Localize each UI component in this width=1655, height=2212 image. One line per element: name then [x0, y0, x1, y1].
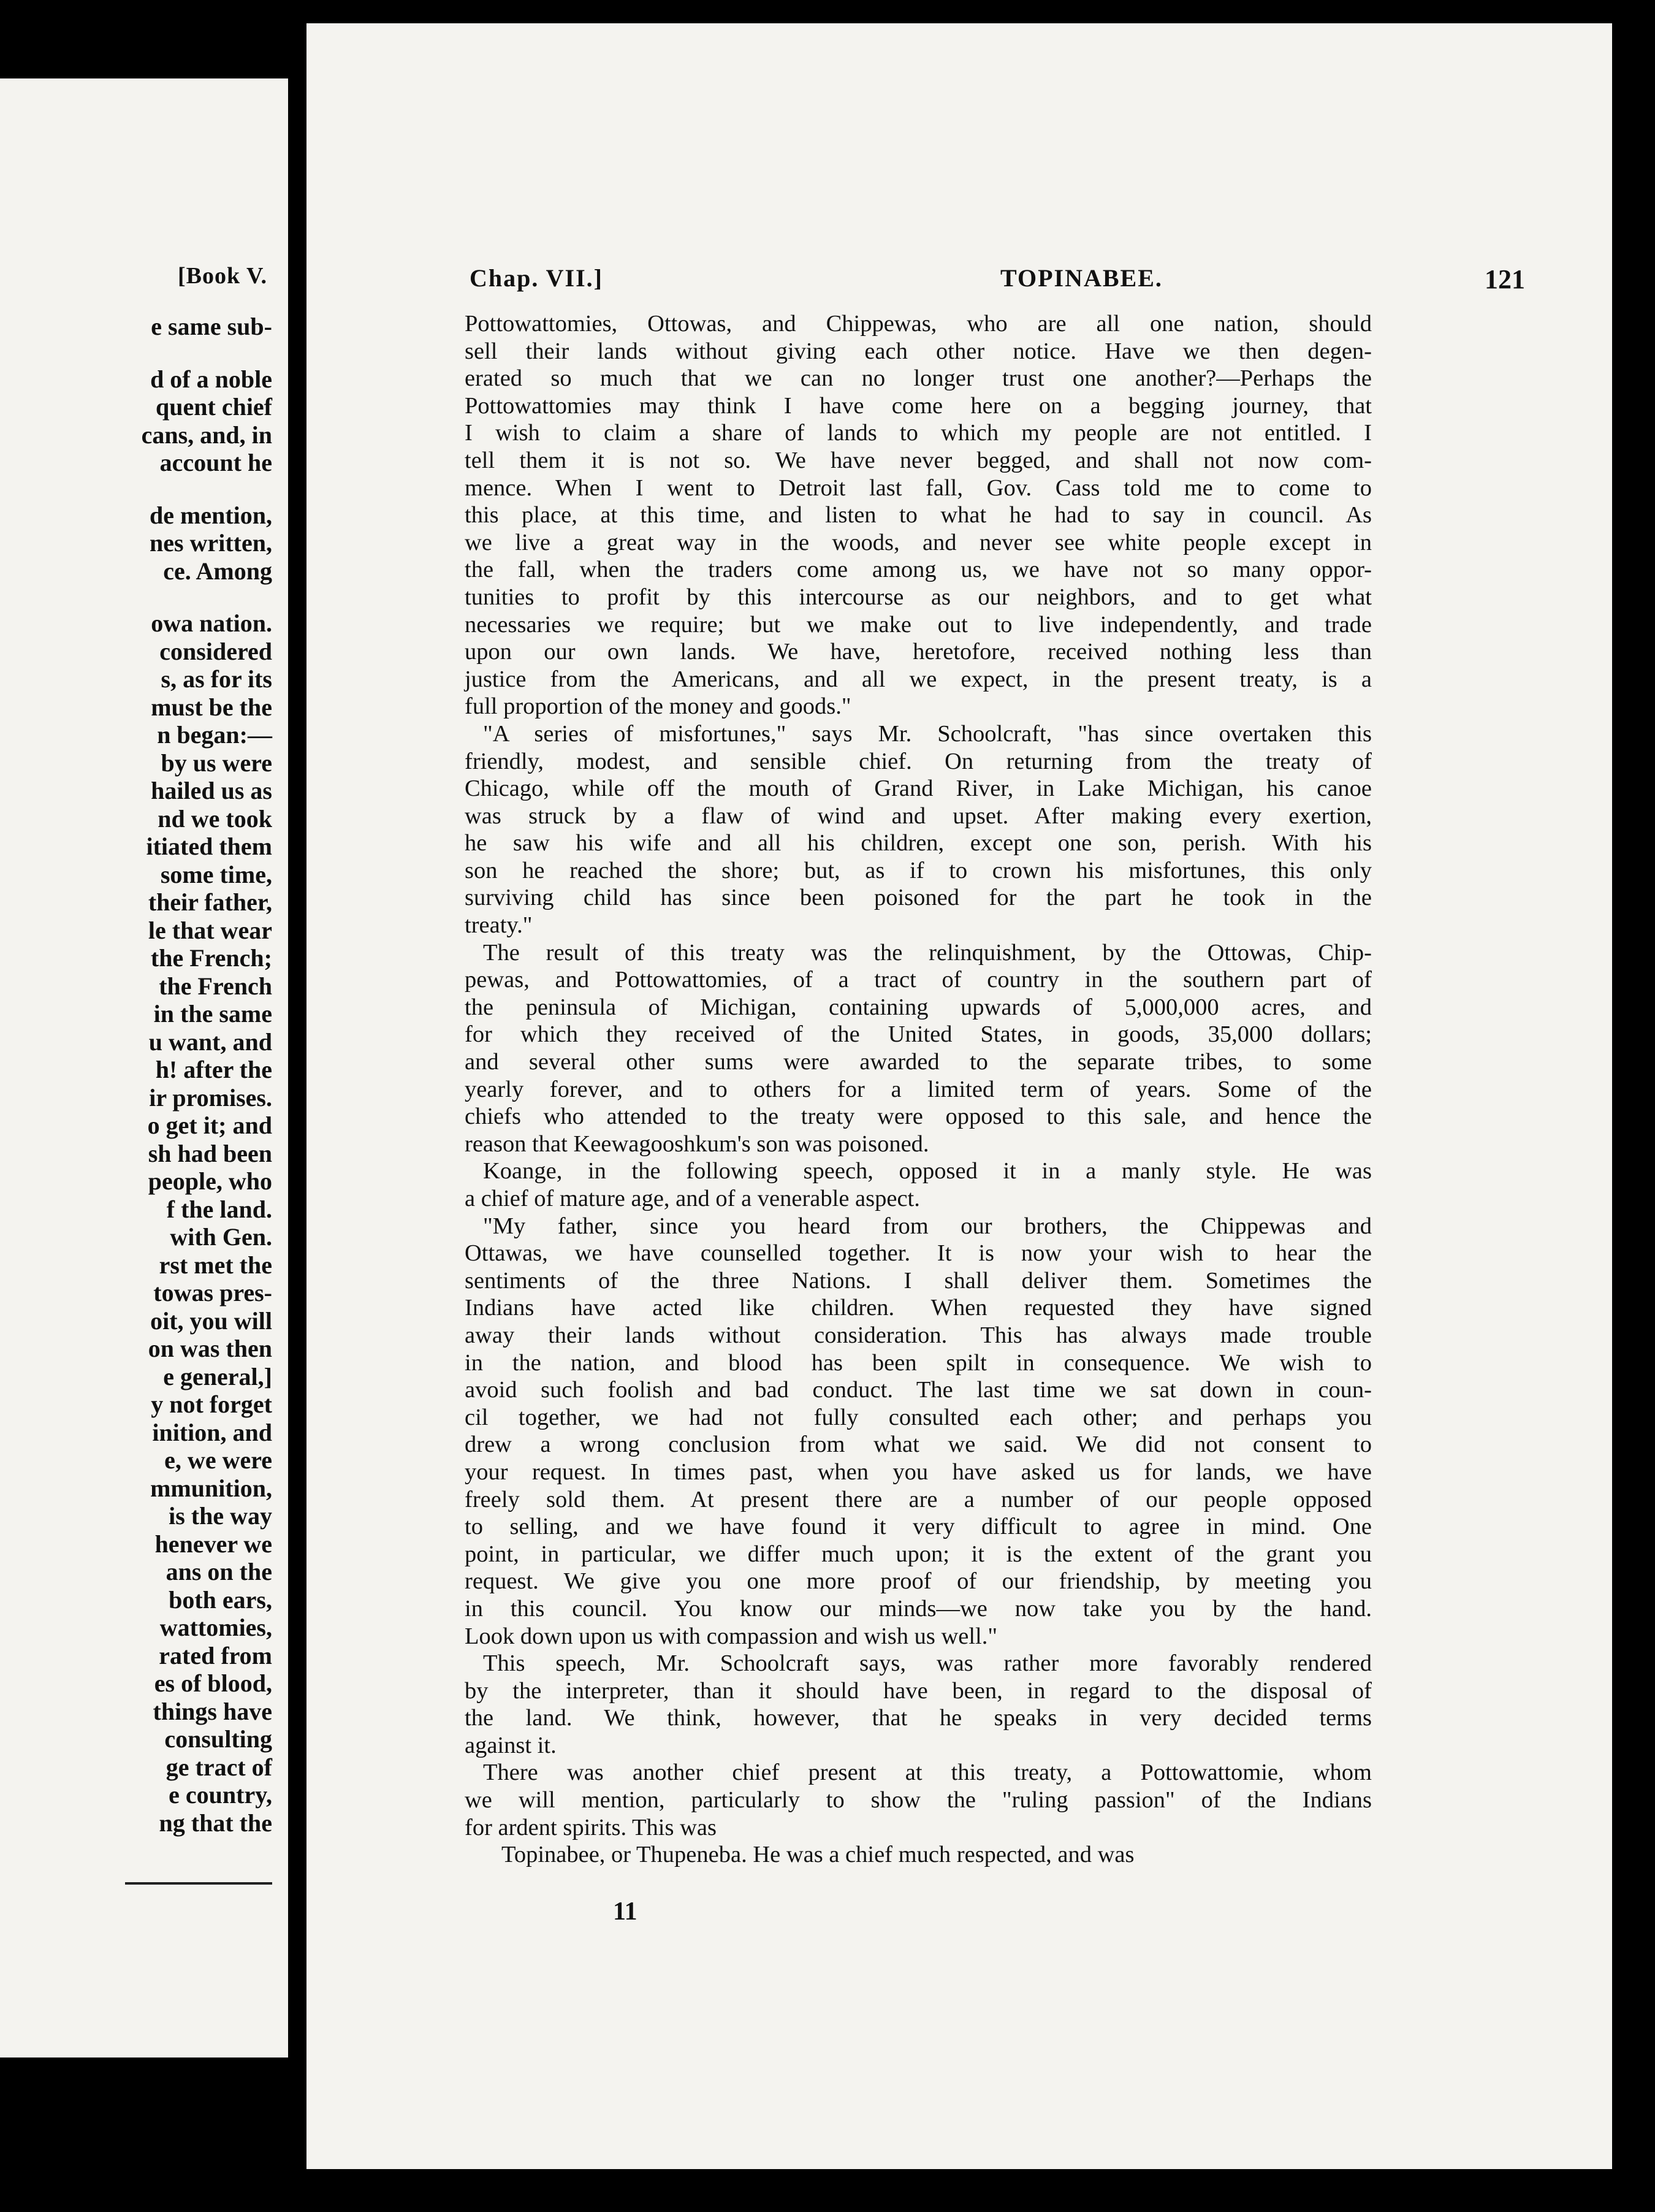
page-title: TOPINABEE.: [1000, 264, 1163, 292]
left-text-line: in the same: [153, 1000, 272, 1028]
left-text-line: e general,]: [163, 1362, 272, 1390]
text-line: sell their lands without giving each other notice. Have we then degen-: [465, 338, 1372, 364]
left-text-line: s, as for its: [161, 665, 272, 693]
text-line: against it.: [465, 1732, 557, 1758]
left-text-line: hailed us as: [151, 777, 272, 804]
left-text-line: ans on the: [166, 1558, 272, 1585]
text-line: Pottowattomies, Ottowas, and Chippewas, who are all one nation, should: [465, 311, 1372, 337]
text-line: the fall, when the traders come among us, we have not so many oppor-: [465, 557, 1372, 583]
text-line: your request. In times past, when you have asked us for lands, we have: [465, 1459, 1372, 1485]
text-line: There was another chief present at this treaty, a Pottowattomie, whom: [483, 1760, 1372, 1786]
text-line: erated so much that we can no longer trust one another?—Perhaps the: [465, 365, 1372, 392]
left-text-line: es of blood,: [154, 1669, 272, 1697]
left-text-line: n began:—: [157, 721, 272, 749]
text-line: Chicago, while off the mouth of Grand River, in Lake Michigan, his canoe: [465, 776, 1372, 802]
left-text-line: with Gen.: [170, 1223, 272, 1251]
left-page-text: [0, 313, 272, 1837]
text-line: chiefs who attended to the treaty were opposed to this sale, and hence the: [465, 1104, 1372, 1130]
text-line: reason that Keewagooshkum's son was poisoned.: [465, 1131, 929, 1157]
text-line: "My father, since you heard from our brothers, the Chippewas and: [483, 1213, 1372, 1239]
text-line: necessaries we require; but we make out to live independently, and trade: [465, 611, 1372, 638]
footnote-rule: [125, 1882, 272, 1885]
left-text-line: nes written,: [150, 529, 272, 557]
page-number: 121: [1485, 264, 1525, 294]
left-text-line: de mention,: [150, 501, 272, 529]
text-line: this place, at this time, and listen to what he had to say in council. As: [465, 502, 1372, 528]
text-line: Look down upon us with compassion and wish us well.": [465, 1623, 998, 1649]
left-text-line: rated from: [159, 1641, 272, 1669]
text-line: cil together, we had not fully consulted each other; and perhaps you: [465, 1404, 1372, 1430]
left-text-line: nd we took: [158, 804, 272, 833]
left-text-line: henever we: [154, 1530, 272, 1558]
text-line: he saw his wife and all his children, except one son, perish. With his: [465, 830, 1372, 856]
left-text-line: consulting: [164, 1725, 272, 1753]
left-text-line: e, we were: [164, 1446, 272, 1474]
left-text-line: y not forget: [151, 1390, 272, 1418]
text-line: This speech, Mr. Schoolcraft says, was rather more favorably rendered: [483, 1650, 1372, 1677]
signature-mark: 11: [613, 1897, 637, 1926]
right-page: [306, 23, 1612, 2169]
text-line: full proportion of the money and goods.": [465, 693, 851, 720]
left-text-line: e same sub-: [151, 313, 272, 340]
text-line: request. We give you one more proof of our friendship, by meeting you: [465, 1568, 1372, 1595]
left-text-line: rst met the: [159, 1251, 272, 1279]
text-line: the peninsula of Michigan, containing upwards of 5,000,000 acres, and: [465, 994, 1372, 1020]
left-text-line: things have: [153, 1697, 272, 1725]
left-text-line: sh had been: [148, 1139, 272, 1167]
text-line: freely sold them. At present there are a number of our people opposed: [465, 1486, 1372, 1512]
left-text-line: ir promises.: [149, 1083, 272, 1112]
text-line: The result of this treaty was the relinquishment, by the Ottowas, Chip-: [483, 939, 1372, 966]
text-line: Pottowattomies may think I have come here on a begging journey, that: [465, 392, 1372, 419]
text-line: away their lands without consideration. This has always made trouble: [465, 1322, 1372, 1348]
text-line: pewas, and Pottowattomies, of a tract of country in the southern part of: [465, 967, 1372, 993]
text-line: a chief of mature age, and of a venerable aspect.: [465, 1186, 920, 1211]
text-line: Ottawas, we have counselled together. It is now your wish to hear the: [465, 1240, 1372, 1267]
left-running-head: [Book V.: [178, 263, 267, 289]
left-text-line: wattomies,: [159, 1614, 272, 1641]
text-line: tunities to profit by this intercourse as our neighbors, and to get what: [465, 584, 1372, 610]
left-text-line: people, who: [148, 1167, 272, 1195]
text-line: sentiments of the three Nations. I shall deliver them. Sometimes the: [465, 1267, 1372, 1294]
left-text-line: inition, and: [152, 1418, 272, 1446]
left-text-line: must be the: [151, 693, 272, 721]
text-line: I wish to claim a share of lands to which my people are not entitled. I: [465, 420, 1372, 446]
left-text-line: d of a noble: [150, 365, 272, 393]
text-line: and several other sums were awarded to the separate tribes, to some: [465, 1049, 1372, 1075]
text-line: tell them it is not so. We have never begged, and shall not now com-: [465, 447, 1372, 473]
text-line: by the interpreter, than it should have been, in regard to the disposal of: [465, 1677, 1372, 1704]
left-text-line: owa nation.: [151, 609, 272, 637]
left-text-line: u want, and: [148, 1028, 272, 1056]
body-text: [465, 310, 1372, 1869]
text-line: to selling, and we have found it very difficult to agree in mind. One: [465, 1514, 1372, 1540]
left-text-line: le that wear: [148, 916, 272, 944]
text-line: "A series of misfortunes," says Mr. Schoolcraft, "has since overtaken this: [483, 720, 1372, 747]
left-text-line: ge tract of: [166, 1753, 272, 1781]
text-line: the land. We think, however, that he speaks in very decided terms: [465, 1705, 1372, 1731]
left-text-line: ng that the: [159, 1809, 272, 1837]
text-line: was struck by a flaw of wind and upset. After making every exertion,: [465, 803, 1372, 829]
left-text-line: cans, and, in: [141, 421, 272, 449]
text-line: Indians have acted like children. When requested they have signed: [465, 1295, 1372, 1321]
text-line: upon our own lands. We have, heretofore, received nothing less than: [465, 639, 1372, 665]
running-head: [470, 264, 1612, 300]
text-line: we will mention, particularly to show the "ruling passion" of the Indians: [465, 1787, 1372, 1813]
left-text-line: is the way: [169, 1502, 272, 1530]
text-line: point, in particular, we differ much upon; it is the extent of the grant you: [465, 1541, 1372, 1567]
text-line: drew a wrong conclusion from what we said. We did not consent to: [465, 1432, 1372, 1458]
left-text-line: f the land.: [166, 1195, 272, 1223]
text-line: for which they received of the United States, in goods, 35,000 dollars;: [465, 1021, 1372, 1048]
left-text-line: some time,: [160, 860, 272, 888]
left-text-line: e country,: [169, 1781, 272, 1809]
left-text-line: quent chief: [156, 393, 272, 421]
text-line: avoid such foolish and bad conduct. The last time we sat down in coun-: [465, 1377, 1372, 1403]
left-text-line: account he: [159, 449, 272, 476]
left-text-line: itiated them: [146, 833, 272, 860]
left-text-line: both ears,: [169, 1585, 272, 1614]
left-text-line: by us were: [161, 749, 272, 777]
left-text-line: h! after the: [155, 1056, 272, 1083]
text-line: we live a great way in the woods, and never see white people except in: [465, 529, 1372, 555]
text-line: Koange, in the following speech, opposed it in a manly style. He was: [483, 1158, 1372, 1184]
text-line: friendly, modest, and sensible chief. On returning from the treaty of: [465, 748, 1372, 774]
text-line: in the nation, and blood has been spilt in consequence. We wish to: [465, 1349, 1372, 1376]
text-line: mence. When I went to Detroit last fall, Gov. Cass told me to come to: [465, 475, 1372, 501]
left-paragraph-gap: [0, 477, 272, 502]
text-line: in this council. You know our minds—we now take you by the hand.: [465, 1595, 1372, 1622]
left-text-line: mmunition,: [150, 1474, 272, 1502]
left-text-line: oit, you will: [150, 1306, 272, 1335]
left-text-line: o get it; and: [147, 1112, 272, 1139]
text-line: surviving child has since been poisoned for the part he took in the: [465, 885, 1372, 911]
text-line: son he reached the shore; but, as if to crown his misfortunes, this only: [465, 857, 1372, 883]
left-text-line: the French;: [150, 944, 272, 972]
text-line: yearly forever, and to others for a limited term of years. Some of the: [465, 1076, 1372, 1102]
text-line: for ardent spirits. This was: [465, 1814, 717, 1840]
left-text-line: ce. Among: [163, 557, 272, 585]
chapter-label: Chap. VII.]: [470, 264, 603, 292]
left-text-line: towas pres-: [153, 1279, 272, 1306]
text-line: justice from the Americans, and all we expect, in the present treaty, is a: [465, 666, 1372, 692]
text-line: treaty.": [465, 912, 533, 939]
text-line: Topinabee, or Thupeneba. He was a chief much respected, and was: [501, 1842, 1135, 1868]
left-text-line: the French: [159, 972, 272, 1000]
left-text-line: their father,: [148, 888, 272, 916]
left-paragraph-gap: [0, 341, 272, 365]
left-text-line: considered: [159, 637, 272, 665]
left-paragraph-gap: [0, 585, 272, 609]
left-page: [0, 78, 288, 2058]
left-text-line: on was then: [148, 1335, 272, 1362]
